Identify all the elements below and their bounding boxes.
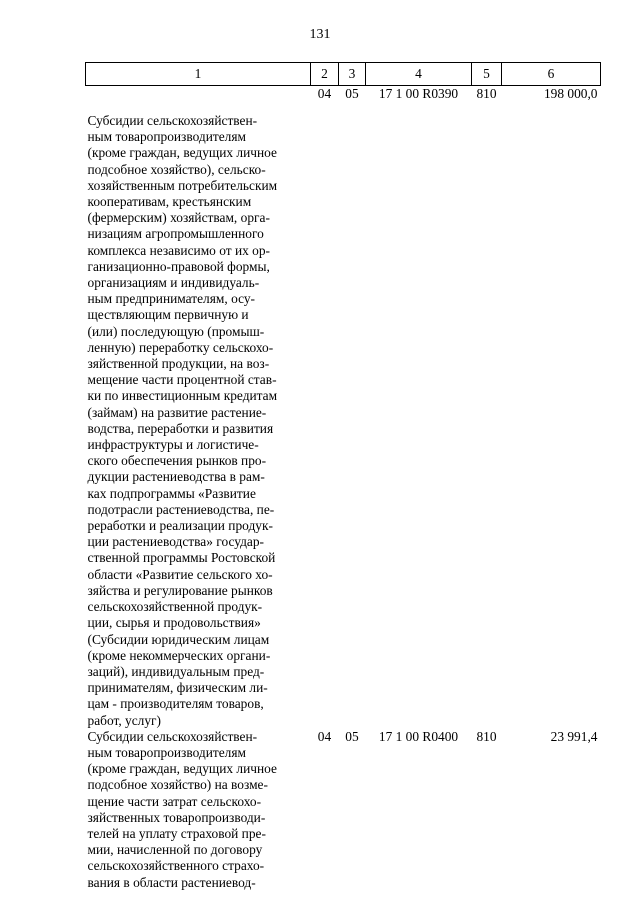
table-row — [86, 729, 601, 891]
page-number: 131 — [309, 27, 331, 42]
row-expense-type-code: 810 — [476, 728, 497, 744]
row-description-cell — [86, 86, 311, 729]
row-section-code: 04 — [317, 86, 332, 101]
row-description: Субсидии сельскохозяйствен- ным товаропроизводителям (кроме граждан, ведущих личное подсобное хозяйство), сельско- хозяйственным потребительским кооперативам, крестьянским (фермерским) хозяйствам, орга- низациям агропромышленного комплекса независимо от их ор- ганизационно-правовой формы, организациям и индивидуаль- ным предпринимателям, осу- ществляющим первичную и (или) последующую (промыш- ленную) переработку сельскохо- зяйственной продукции, на воз- мещение части процентной став- ки по инвестиционным кредитам (займам) на развитие растение- водства, переработки и развития инфраструктуры и логистиче- ского обеспечения рынков про- дукции растениеводства в рам- ках подпрограммы «Развитие подотрасли растениеводства, пе- реработки и реализации продук- ции растениеводства» государ- ственной программы Ростовской области «Развитие сельского хо- зяйства и регулирование рынков сельскохозяйственной продук- ции, сырья и продовольствия» (Субсидии юридическим лицам (кроме некоммерческих органи- заций), индивидуальным пред- принимателям, физическим ли- цам - производителям товаров, работ, услуг) — [87, 113, 278, 728]
column-header-1: 1 — [86, 63, 311, 86]
column-header-5: 5 — [472, 63, 502, 86]
row-amount: 198 000,0 — [543, 86, 598, 101]
header-row — [86, 63, 601, 86]
column-header-4: 4 — [366, 63, 472, 86]
row-target-article-code: 17 1 00 R0390 — [378, 86, 459, 101]
column-header-6: 6 — [502, 63, 601, 86]
row-amount: 23 991,4 — [550, 728, 598, 744]
budget-table — [85, 62, 601, 891]
column-header-3: 3 — [339, 63, 366, 86]
row-target-article-code: 17 1 00 R0400 — [378, 728, 459, 744]
row-description-cell — [86, 729, 311, 891]
row-subsection-code: 05 — [345, 728, 359, 744]
row-expense-type-code: 810 — [476, 86, 497, 101]
row-description: Субсидии сельскохозяйствен- ным товаропроизводителям (кроме граждан, ведущих личное подсобное хозяйство) на возме- щение части затрат сельскохо- зяйственных товаропроизводи- телей на уплату страховой пре- мии, начисленной по договору сельскохозяйственного страхо- вания в области растениевод- — [87, 728, 277, 890]
column-header-2: 2 — [311, 63, 339, 86]
row-subsection-code: 05 — [345, 86, 359, 101]
table-row — [86, 86, 601, 729]
row-section-code: 04 — [317, 728, 332, 744]
